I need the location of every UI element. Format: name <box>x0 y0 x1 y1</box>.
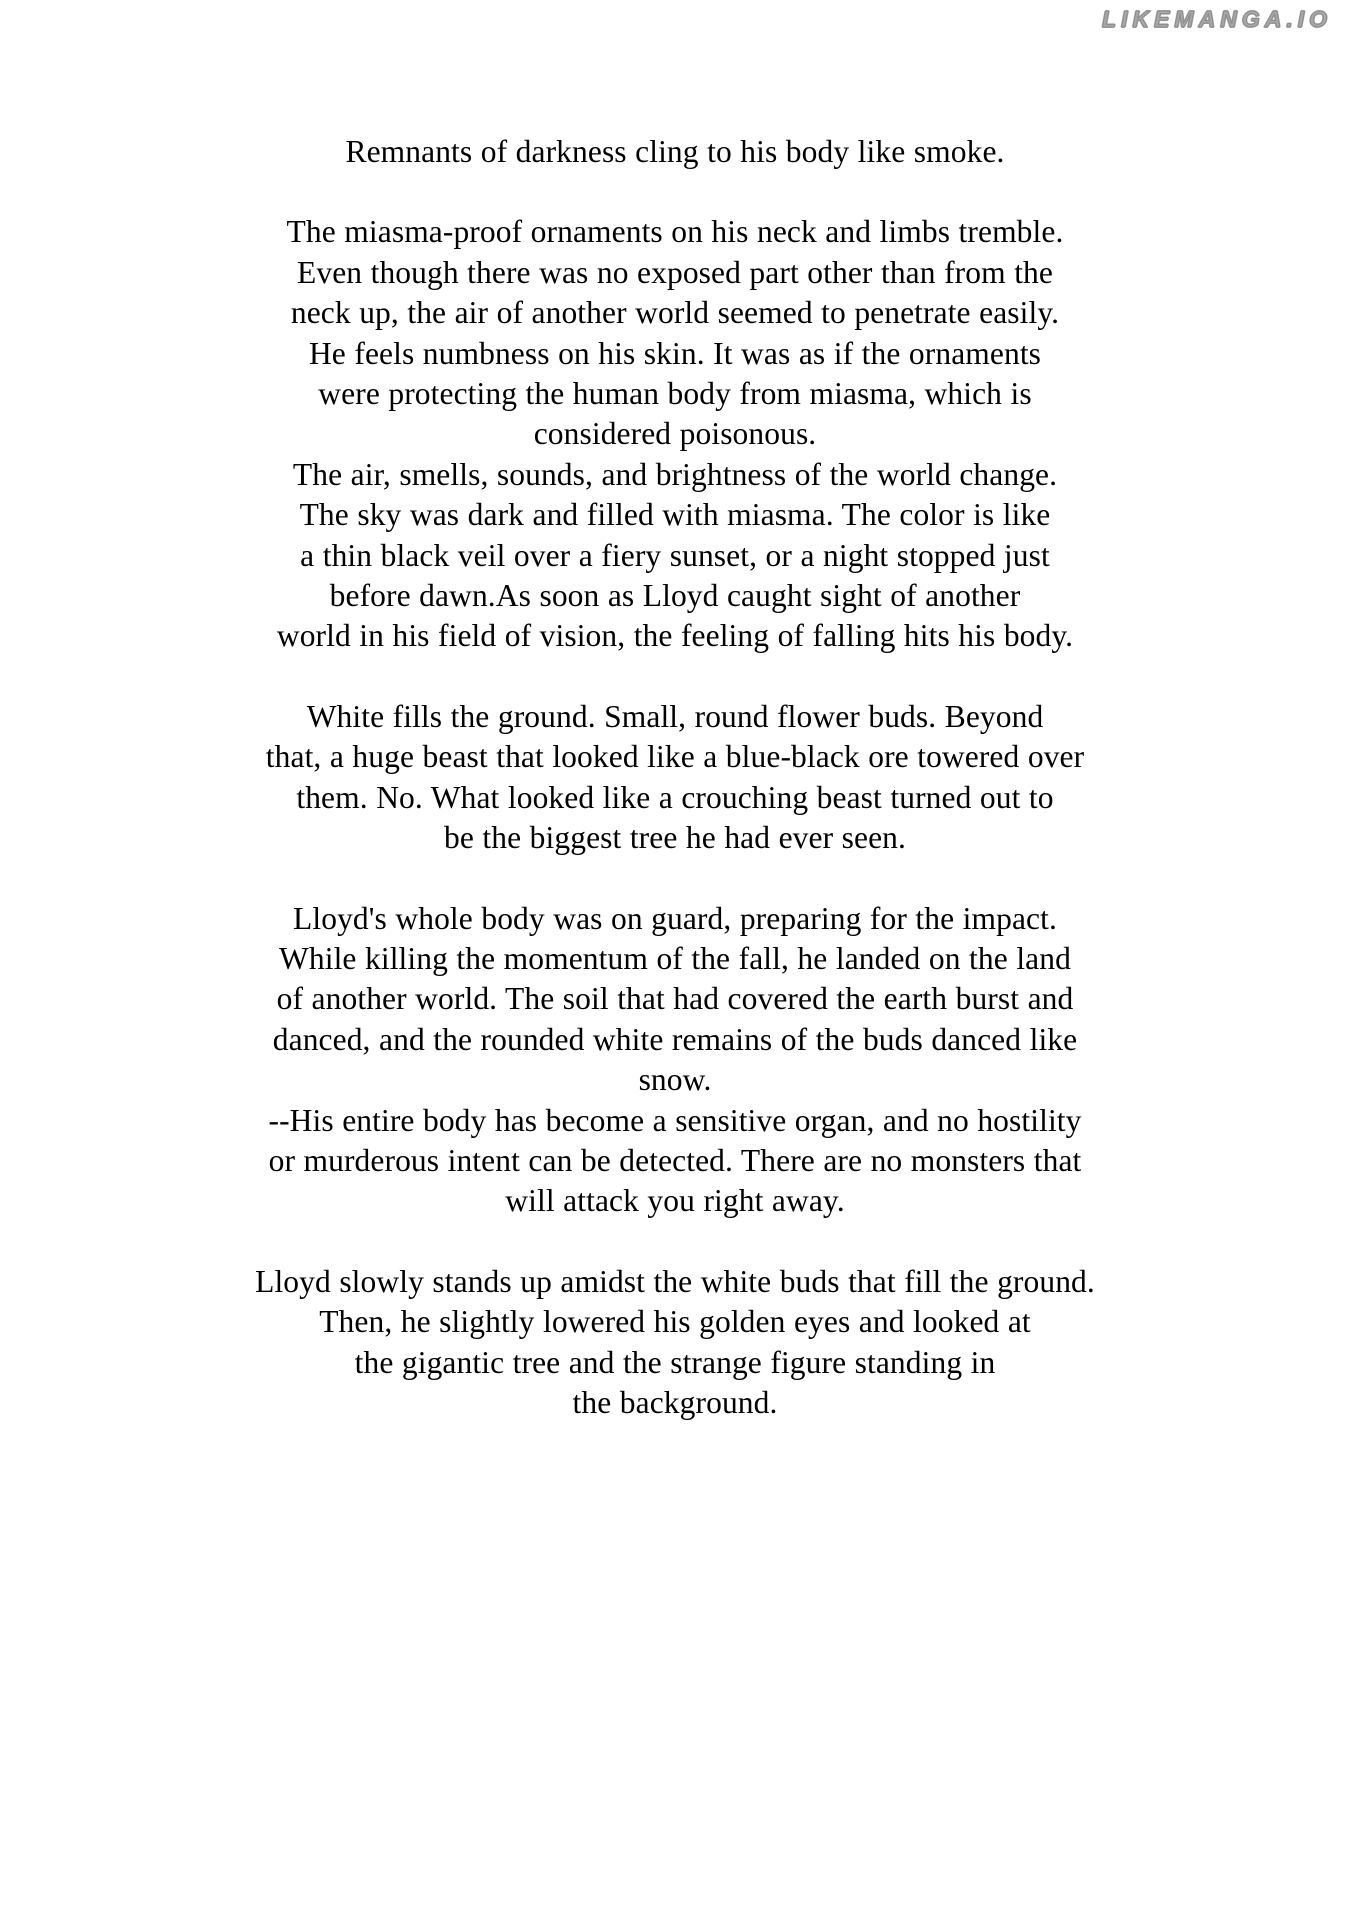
paragraph-3 <box>170 697 1180 859</box>
text-line: will attack you right away. <box>505 1183 845 1219</box>
paragraph-4 <box>170 899 1180 1222</box>
text-line: before dawn.As soon as Lloyd caught sight of another <box>329 578 1021 614</box>
text-line: Remnants of darkness cling to his body like smoke. <box>345 134 1005 169</box>
text-line: Then, he slightly lowered his golden eyes and looked at <box>319 1304 1031 1340</box>
text-line: The sky was dark and filled with miasma. The color is like <box>299 497 1051 533</box>
text-line: --His entire body has become a sensitive organ, and no hostility <box>268 1102 1082 1138</box>
paragraph-1 <box>170 132 1180 172</box>
text-line: danced, and the rounded white remains of the buds danced like <box>272 1021 1078 1057</box>
text-line: the background. <box>572 1384 778 1420</box>
text-line: The air, smells, sounds, and brightness of the world change. <box>292 456 1058 492</box>
paragraph-2 <box>170 212 1180 656</box>
text-line: snow. <box>638 1062 712 1098</box>
text-line: or murderous intent can be detected. There are no monsters that <box>268 1142 1082 1178</box>
text-line: The miasma-proof ornaments on his neck and limbs tremble. <box>286 214 1064 250</box>
text-line: Lloyd slowly stands up amidst the white buds that fill the ground. <box>255 1263 1095 1299</box>
text-line: neck up, the air of another world seemed to penetrate easily. <box>290 295 1060 331</box>
text-line: Lloyd's whole body was on guard, preparing for the impact. <box>293 900 1057 936</box>
text-line: world in his field of vision, the feeling of falling hits his body. <box>276 618 1074 654</box>
likemanga-watermark: LIKEMANGA.IO <box>1102 6 1332 32</box>
text-line: of another world. The soil that had covered the earth burst and <box>276 981 1074 1017</box>
text-line: He feels numbness on his skin. It was as if the ornaments <box>308 335 1042 371</box>
text-line: were protecting the human body from miasma, which is <box>318 376 1032 412</box>
text-line: Even though there was no exposed part other than from the <box>297 254 1053 290</box>
text-line: White fills the ground. Small, round flower buds. Beyond <box>306 698 1044 734</box>
text-line: While killing the momentum of the fall, he landed on the land <box>279 940 1071 976</box>
text-line: the gigantic tree and the strange figure standing in <box>354 1344 996 1380</box>
text-line: them. No. What looked like a crouching beast turned out to <box>296 779 1054 815</box>
text-line: a thin black veil over a fiery sunset, or a night stopped just <box>300 537 1050 573</box>
paragraph-5 <box>170 1262 1180 1424</box>
story-text-container <box>170 132 1180 1423</box>
text-line: that, a huge beast that looked like a blue-black ore towered over <box>265 739 1085 775</box>
text-line: considered poisonous. <box>533 416 817 452</box>
text-line: be the biggest tree he had ever seen. <box>444 820 906 856</box>
